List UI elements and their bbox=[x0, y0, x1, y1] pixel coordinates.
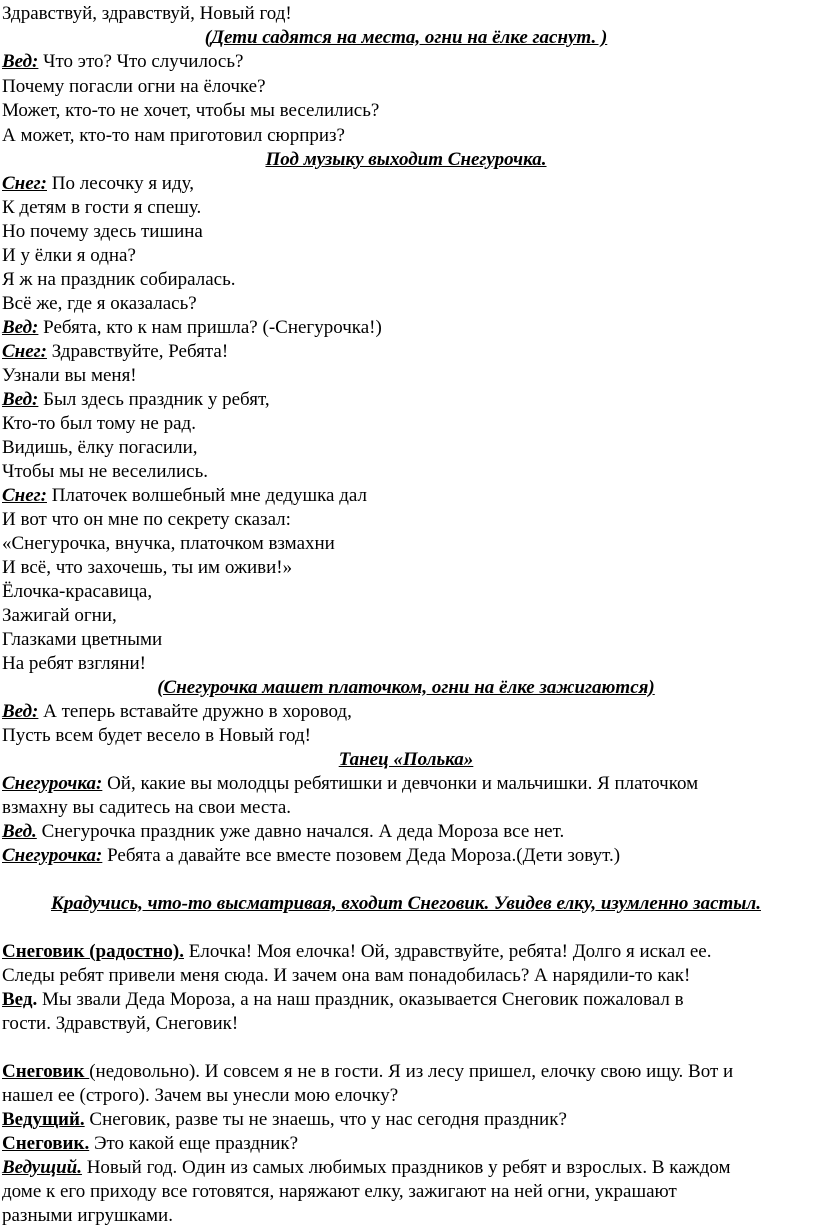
speaker-label: Снеговик (радостно). bbox=[2, 941, 184, 962]
text-line bbox=[2, 1180, 677, 1203]
text-line bbox=[2, 508, 291, 531]
line-text: Кто-то был тому не рад. bbox=[2, 413, 196, 434]
line-text: Платочек волшебный мне дедушка дал bbox=[47, 485, 367, 506]
line-text: Это какой еще праздник? bbox=[89, 1133, 299, 1154]
line-text: Здравствуй, здравствуй, Новый год! bbox=[2, 3, 292, 24]
dialogue-line bbox=[2, 1156, 731, 1179]
line-text: гости. Здравствуй, Снеговик! bbox=[2, 1013, 239, 1034]
line-text: Снеговик, разве ты не знаешь, что у нас сегодня праздник? bbox=[84, 1109, 567, 1130]
speaker-label: Ведущий. bbox=[2, 1157, 82, 1178]
line-text: взмахну вы садитесь на свои места. bbox=[2, 797, 292, 818]
text-line bbox=[2, 412, 196, 435]
text-line bbox=[2, 1084, 398, 1107]
speaker-label: Вед: bbox=[2, 389, 39, 410]
line-text: К детям в гости я спешу. bbox=[2, 197, 202, 218]
line-text: Новый год. Один из самых любимых праздников у ребят и взрослых. В каждом bbox=[81, 1157, 731, 1178]
line-text: Ой, какие вы молодцы ребятишки и девчонки и мальчишки. Я платочком bbox=[102, 773, 699, 794]
text-line bbox=[2, 99, 379, 122]
text-line bbox=[2, 244, 136, 267]
line-text: И всё, что захочешь, ты им оживи!» bbox=[2, 557, 293, 578]
speaker-label: Вед bbox=[2, 989, 33, 1010]
line-text: Но почему здесь тишина bbox=[2, 221, 203, 242]
line-text: Видишь, ёлку погасили, bbox=[2, 437, 198, 458]
text-line bbox=[2, 628, 162, 651]
speaker-label: Снегурочка: bbox=[2, 845, 103, 866]
line-text: «Снегурочка, внучка, платочком взмахни bbox=[2, 533, 335, 554]
dialogue-line bbox=[2, 772, 698, 795]
text-line bbox=[2, 604, 117, 627]
line-text: Ребята а давайте все вместе позовем Деда Мороза.(Дети зовут.) bbox=[102, 845, 621, 866]
line-text: Может, кто-то не хочет, чтобы мы веселились? bbox=[2, 100, 380, 121]
dialogue-line bbox=[2, 340, 228, 363]
text-line bbox=[2, 652, 146, 675]
text-line bbox=[2, 75, 266, 98]
stage-direction-text: Танец «Полька» bbox=[338, 749, 474, 770]
line-text: Почему погасли огни на ёлочке? bbox=[2, 76, 266, 97]
speaker-punct: . bbox=[32, 989, 38, 1010]
speaker-label: Снегурочка: bbox=[2, 773, 103, 794]
text-line bbox=[2, 1204, 173, 1227]
line-text: разными игрушками. bbox=[2, 1205, 173, 1226]
line-text: нашел ее (строго). Зачем вы унесли мою елочку? bbox=[2, 1085, 399, 1106]
stage-direction-text: (Снегурочка машет платочком, огни на ёлке зажигаются) bbox=[157, 677, 655, 698]
line-text: А может, кто-то нам приготовил сюрприз? bbox=[2, 125, 345, 146]
dialogue-line bbox=[2, 388, 270, 411]
dialogue-line bbox=[2, 700, 352, 723]
text-line bbox=[2, 532, 335, 555]
stage-direction bbox=[0, 892, 812, 915]
line-text: И у ёлки я одна? bbox=[2, 245, 136, 266]
text-line bbox=[2, 460, 208, 483]
dialogue-line bbox=[2, 940, 711, 963]
stage-direction bbox=[0, 748, 812, 771]
stage-direction bbox=[0, 676, 812, 699]
text-line bbox=[2, 220, 203, 243]
line-text: Я ж на праздник собиралась. bbox=[2, 269, 236, 290]
text-line bbox=[2, 124, 345, 147]
stage-direction-text: Крадучись, что-то высматривая, входит Снеговик. Увидев елку, изумленно застыл. bbox=[51, 893, 761, 914]
dialogue-line bbox=[2, 172, 194, 195]
dialogue-line bbox=[2, 988, 684, 1011]
line-text: Всё же, где я оказалась? bbox=[2, 293, 197, 314]
line-text: Что это? Что случилось? bbox=[38, 51, 244, 72]
line-text: Следы ребят привели меня сюда. И зачем она вам понадобилась? А нарядили-то как! bbox=[2, 965, 691, 986]
dialogue-line bbox=[2, 50, 243, 73]
stage-direction-text: Под музыку выходит Снегурочка. bbox=[265, 149, 547, 170]
text-line bbox=[2, 364, 137, 387]
dialogue-line bbox=[2, 1132, 298, 1155]
dialogue-line bbox=[2, 820, 564, 843]
dialogue-line bbox=[2, 484, 367, 507]
line-text: Елочка! Моя елочка! Ой, здравствуйте, ребята! Долго я искал ее. bbox=[183, 941, 712, 962]
dialogue-line bbox=[2, 316, 382, 339]
stage-direction-text: (Дети садятся на места, огни на ёлке гаснут. ) bbox=[204, 27, 608, 48]
line-text: Мы звали Деда Мороза, а на наш праздник, оказывается Снеговик пожаловал в bbox=[37, 989, 684, 1010]
text-line bbox=[2, 796, 291, 819]
text-line bbox=[2, 292, 197, 315]
speaker-label: Снег: bbox=[2, 173, 47, 194]
line-text: По лесочку я иду, bbox=[47, 173, 194, 194]
speaker-label: Снег: bbox=[2, 485, 47, 506]
line-text: А теперь вставайте дружно в хоровод, bbox=[38, 701, 352, 722]
stage-direction bbox=[0, 148, 812, 171]
line-text: На ребят взгляни! bbox=[2, 653, 147, 674]
dialogue-line bbox=[2, 1108, 567, 1131]
speaker-label: Снеговик. bbox=[2, 1133, 90, 1154]
speaker-label: Снеговик bbox=[2, 1061, 90, 1082]
text-line bbox=[2, 1012, 238, 1035]
line-text: доме к его приходу все готовятся, наряжают елку, зажигают на ней огни, украшают bbox=[2, 1181, 677, 1202]
line-text: Чтобы мы не веселились. bbox=[2, 461, 208, 482]
line-text: Был здесь праздник у ребят, bbox=[38, 389, 270, 410]
text-line bbox=[2, 724, 311, 747]
dialogue-line bbox=[2, 1060, 733, 1083]
speaker-label: Ведущий. bbox=[2, 1109, 85, 1130]
speaker-label: Снег: bbox=[2, 341, 47, 362]
line-text: Узнали вы меня! bbox=[2, 365, 137, 386]
text-line bbox=[2, 436, 198, 459]
text-line bbox=[2, 2, 292, 25]
speaker-label: Вед: bbox=[2, 701, 39, 722]
stage-direction bbox=[0, 26, 812, 49]
line-text: Здравствуйте, Ребята! bbox=[47, 341, 229, 362]
speaker-label: Вед. bbox=[2, 821, 37, 842]
line-text: Ребята, кто к нам пришла? (-Снегурочка!) bbox=[38, 317, 382, 338]
text-line bbox=[2, 580, 152, 603]
dialogue-line bbox=[2, 844, 620, 867]
text-line bbox=[2, 196, 201, 219]
text-line bbox=[2, 268, 236, 291]
line-text: Ёлочка-красавица, bbox=[2, 581, 153, 602]
speaker-label: Вед: bbox=[2, 51, 39, 72]
speaker-label: Вед: bbox=[2, 317, 39, 338]
line-text: (недовольно). И совсем я не в гости. Я из лесу пришел, елочку свою ищу. Вот и bbox=[89, 1061, 734, 1082]
line-text: И вот что он мне по секрету сказал: bbox=[2, 509, 291, 530]
line-text: Глазками цветными bbox=[2, 629, 163, 650]
text-line bbox=[2, 556, 292, 579]
line-text: Зажигай огни, bbox=[2, 605, 117, 626]
line-text: Снегурочка праздник уже давно начался. А деда Мороза все нет. bbox=[36, 821, 565, 842]
text-line bbox=[2, 964, 690, 987]
line-text: Пусть всем будет весело в Новый год! bbox=[2, 725, 311, 746]
